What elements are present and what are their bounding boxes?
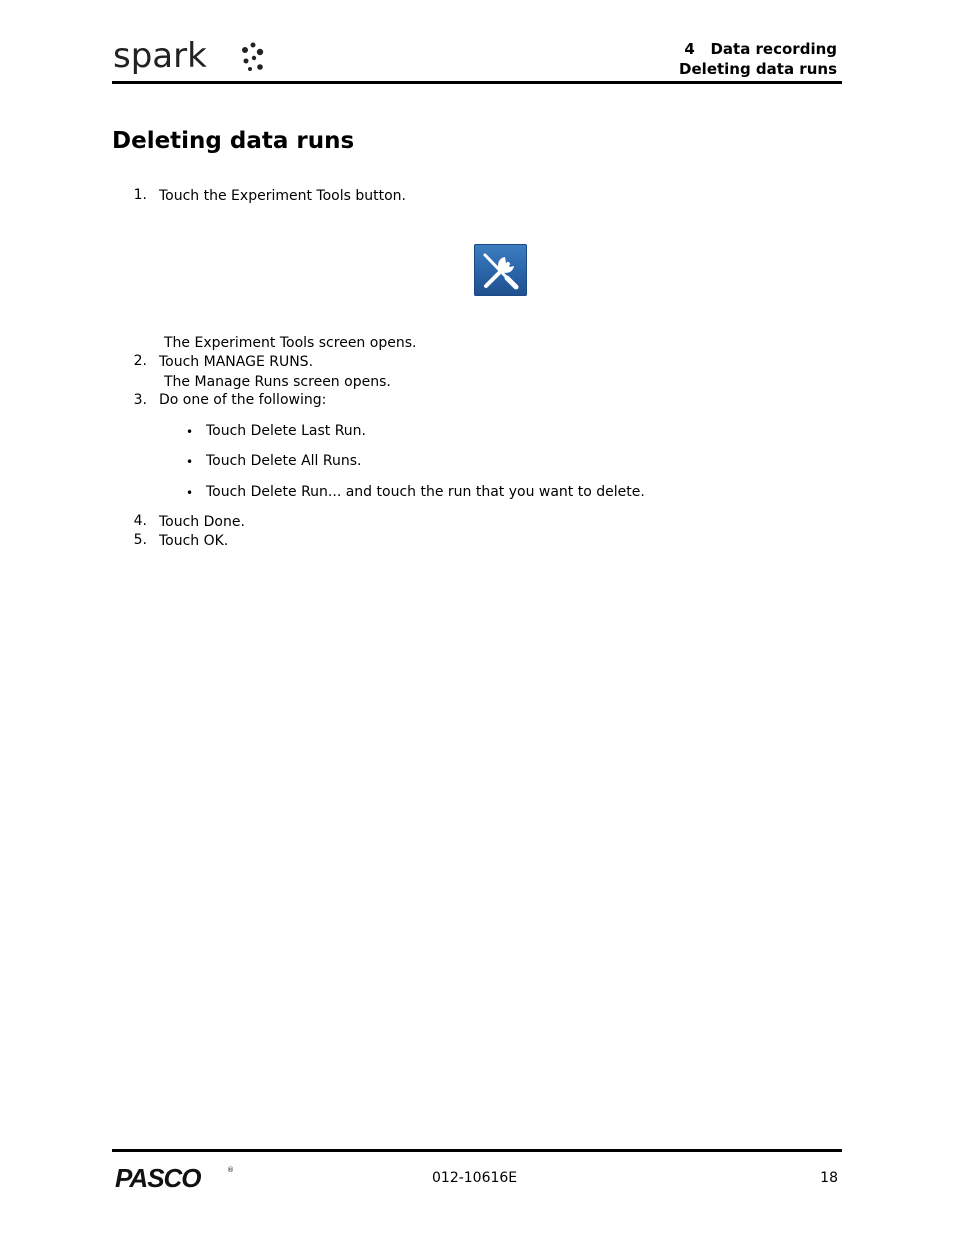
- step-text: Touch MANAGE RUNS.: [159, 354, 314, 370]
- svg-text:PASCO: PASCO: [115, 1163, 201, 1191]
- svg-text:®: ®: [227, 1166, 234, 1174]
- page-number: 18: [820, 1170, 838, 1186]
- option-item: Touch Delete All Runs.: [206, 453, 362, 469]
- svg-text:spark: spark: [113, 36, 207, 76]
- chapter-title: 4 Data recording: [684, 40, 837, 58]
- step-number: 5.: [133, 532, 147, 548]
- bullet-icon: •: [186, 425, 194, 439]
- footer-rule: [112, 1149, 842, 1152]
- page-title: Deleting data runs: [112, 128, 355, 154]
- experiment-tools-icon: [474, 244, 527, 296]
- option-item: Touch Delete Run... and touch the run that you want to delete.: [206, 484, 645, 500]
- experiment-tools-button: [474, 244, 527, 296]
- bullet-icon: •: [186, 455, 194, 469]
- step-result: The Experiment Tools screen opens.: [164, 335, 417, 351]
- step-number: 1.: [133, 187, 147, 203]
- section-title: Deleting data runs: [679, 60, 837, 78]
- option-item: Touch Delete Last Run.: [206, 423, 366, 439]
- step-text: Do one of the following:: [159, 392, 327, 408]
- spark-logo: [113, 36, 283, 76]
- step-number: 4.: [133, 513, 147, 529]
- running-header: [679, 39, 837, 79]
- step-number: 3.: [133, 392, 147, 408]
- document-number: 012-10616E: [432, 1170, 518, 1186]
- step-text: Touch the Experiment Tools button.: [159, 188, 406, 204]
- step-text: Touch Done.: [159, 514, 245, 530]
- step-number: 2.: [133, 353, 147, 369]
- header-rule: [112, 81, 842, 84]
- step-text: Touch OK.: [159, 533, 229, 549]
- bullet-icon: •: [186, 486, 194, 500]
- step-result: The Manage Runs screen opens.: [164, 374, 391, 390]
- pasco-logo: [114, 1163, 238, 1191]
